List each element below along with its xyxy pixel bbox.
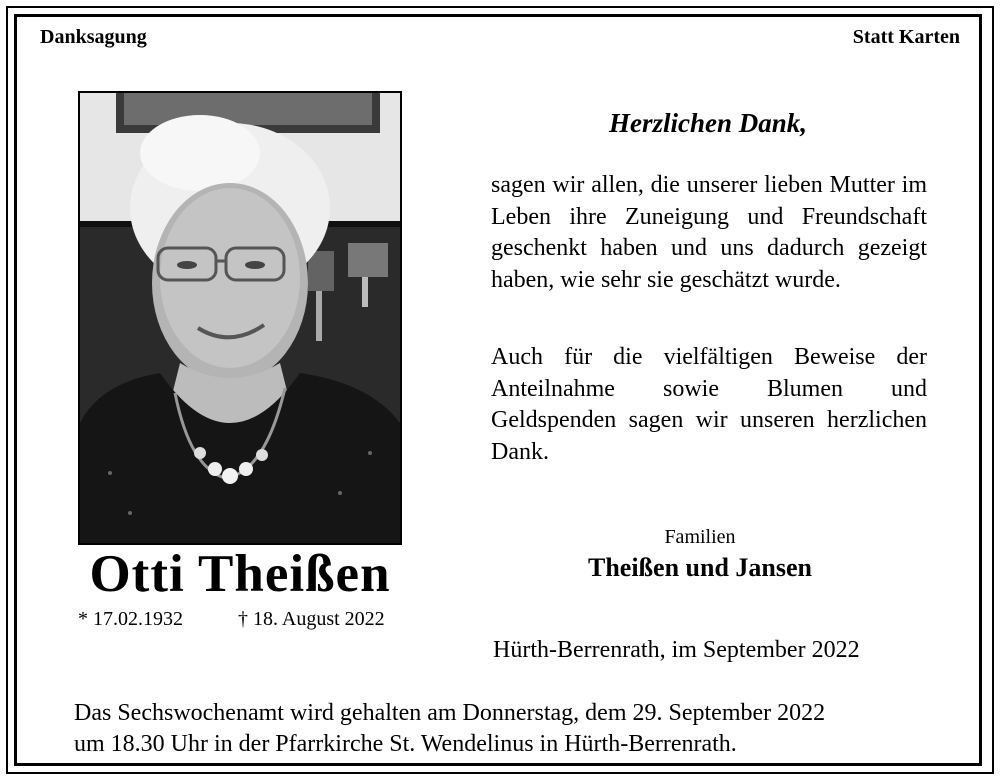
service-line-1: Das Sechswochenamt wird gehalten am Donnerstag, dem 29. September 2022 xyxy=(74,700,826,726)
death-date: † 18. August 2022 xyxy=(238,608,385,630)
service-line-2: um 18.30 Uhr in der Pfarrkirche St. Wendelinus in Hürth-Berrenrath. xyxy=(74,731,737,757)
service-announcement xyxy=(74,698,934,760)
portrait-photo xyxy=(78,91,402,545)
header-right-label: Statt Karten xyxy=(852,26,960,48)
thanks-paragraph-2: Auch für die vielfältigen Beweise der Anteilnahme sowie Blumen und Geldspenden sagen wir unseren herzlichen Dank. xyxy=(491,344,927,465)
thanks-heading: Herzlichen Dank, xyxy=(608,108,808,138)
signature-label: Familien xyxy=(664,526,736,548)
birth-date: * 17.02.1932 xyxy=(78,608,183,630)
life-dates xyxy=(78,608,385,631)
signature-names: Theißen und Jansen xyxy=(588,553,812,582)
place-date: Hürth-Berrenrath, im September 2022 xyxy=(493,637,860,663)
header-left-label: Danksagung xyxy=(40,26,147,48)
deceased-name: Otti Theißen xyxy=(89,545,391,603)
thanks-paragraph-1: sagen wir allen, die unserer lieben Mutter im Leben ihre Zuneigung und Freundschaft geschenkt haben und uns dadurch gezeigt haben, wie sehr sie geschätzt wurde. xyxy=(491,172,927,293)
